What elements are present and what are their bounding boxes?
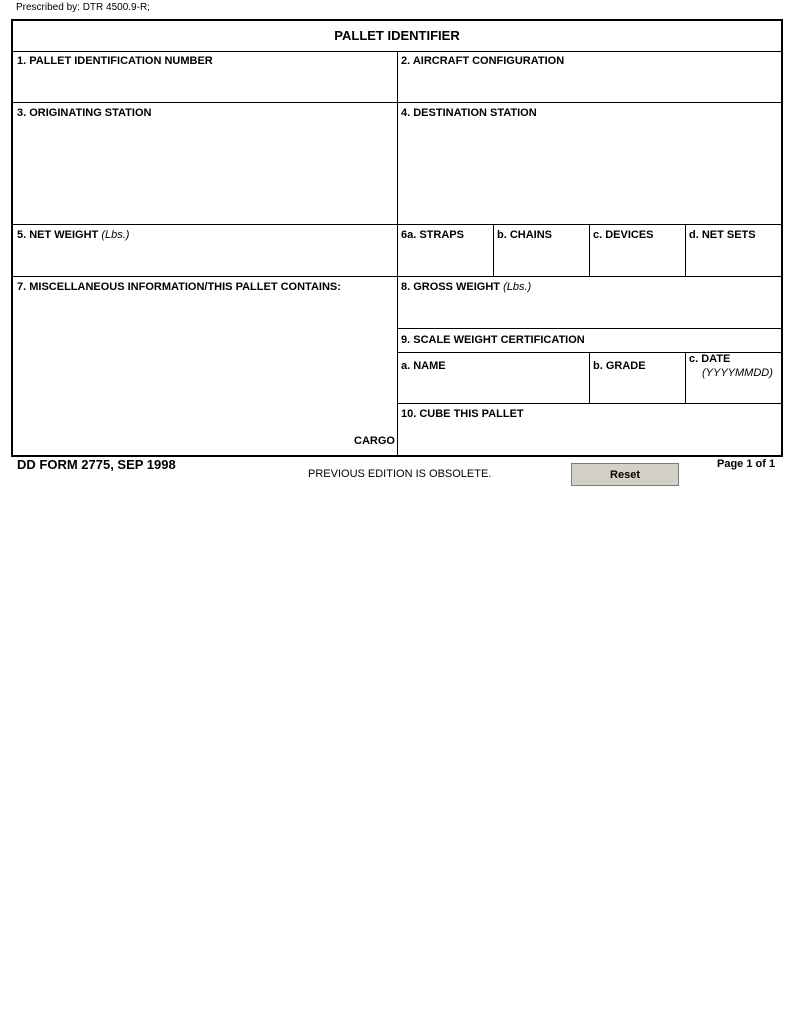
- net-weight-label: [17, 229, 129, 241]
- aircraft-config-input[interactable]: [399, 69, 779, 100]
- cert-date-format: (YYYYMMDD): [702, 367, 773, 379]
- net-weight-unit: (Lbs.): [101, 229, 130, 241]
- cert-name-label: a. NAME: [401, 360, 446, 372]
- chains-input[interactable]: [495, 243, 587, 274]
- misc-info-label: 7. MISCELLANEOUS INFORMATION/THIS PALLET CONTAINS:: [17, 281, 341, 293]
- divider: [589, 352, 590, 403]
- cargo-label: CARGO: [354, 435, 395, 447]
- divider: [493, 224, 494, 276]
- gross-weight-unit: (Lbs.): [503, 281, 532, 293]
- cert-date-label: c. DATE: [689, 353, 731, 365]
- reset-button[interactable]: Reset: [571, 463, 679, 486]
- devices-label: c. DEVICES: [593, 229, 654, 241]
- cert-name-input[interactable]: [399, 375, 587, 401]
- devices-input[interactable]: [591, 243, 683, 274]
- divider: [397, 328, 781, 329]
- straps-label: 6a. STRAPS: [401, 229, 464, 241]
- pallet-id-label: 1. PALLET IDENTIFICATION NUMBER: [17, 55, 213, 67]
- previous-edition-note: PREVIOUS EDITION IS OBSOLETE.: [308, 468, 492, 480]
- originating-station-label: 3. ORIGINATING STATION: [17, 107, 152, 119]
- cert-grade-input[interactable]: [591, 375, 683, 401]
- cert-grade-label: b. GRADE: [593, 360, 646, 372]
- divider: [397, 403, 781, 404]
- form-number: DD FORM 2775, SEP 1998: [17, 457, 176, 472]
- cube-pallet-label: 10. CUBE THIS PALLET: [401, 408, 524, 420]
- originating-station-input[interactable]: [15, 121, 395, 222]
- divider: [589, 224, 590, 276]
- divider: [685, 224, 686, 276]
- net-sets-label: d. NET SETS: [689, 229, 756, 241]
- destination-station-input[interactable]: [399, 121, 779, 222]
- divider: [397, 51, 398, 455]
- misc-info-input[interactable]: [15, 295, 395, 431]
- pallet-id-input[interactable]: [15, 69, 395, 100]
- form-title: PALLET IDENTIFIER: [334, 28, 460, 43]
- prescribed-by: Prescribed by: DTR 4500.9-R;: [16, 2, 150, 13]
- gross-weight-label: [401, 281, 531, 293]
- cert-date-input[interactable]: [687, 381, 779, 401]
- destination-station-label: 4. DESTINATION STATION: [401, 107, 537, 119]
- cube-pallet-input[interactable]: [399, 422, 779, 453]
- divider: [685, 352, 686, 403]
- scale-weight-cert-label: 9. SCALE WEIGHT CERTIFICATION: [401, 334, 585, 346]
- page-number: Page 1 of 1: [717, 458, 776, 470]
- net-sets-input[interactable]: [687, 243, 779, 274]
- pallet-identifier-form: [11, 19, 783, 457]
- aircraft-config-label: 2. AIRCRAFT CONFIGURATION: [401, 55, 565, 67]
- gross-weight-input[interactable]: [399, 295, 779, 326]
- straps-input[interactable]: [399, 243, 491, 274]
- net-weight-input[interactable]: [15, 243, 395, 274]
- net-weight-label-text: 5. NET WEIGHT: [17, 229, 99, 241]
- gross-weight-label-text: 8. GROSS WEIGHT: [401, 281, 501, 293]
- chains-label: b. CHAINS: [497, 229, 552, 241]
